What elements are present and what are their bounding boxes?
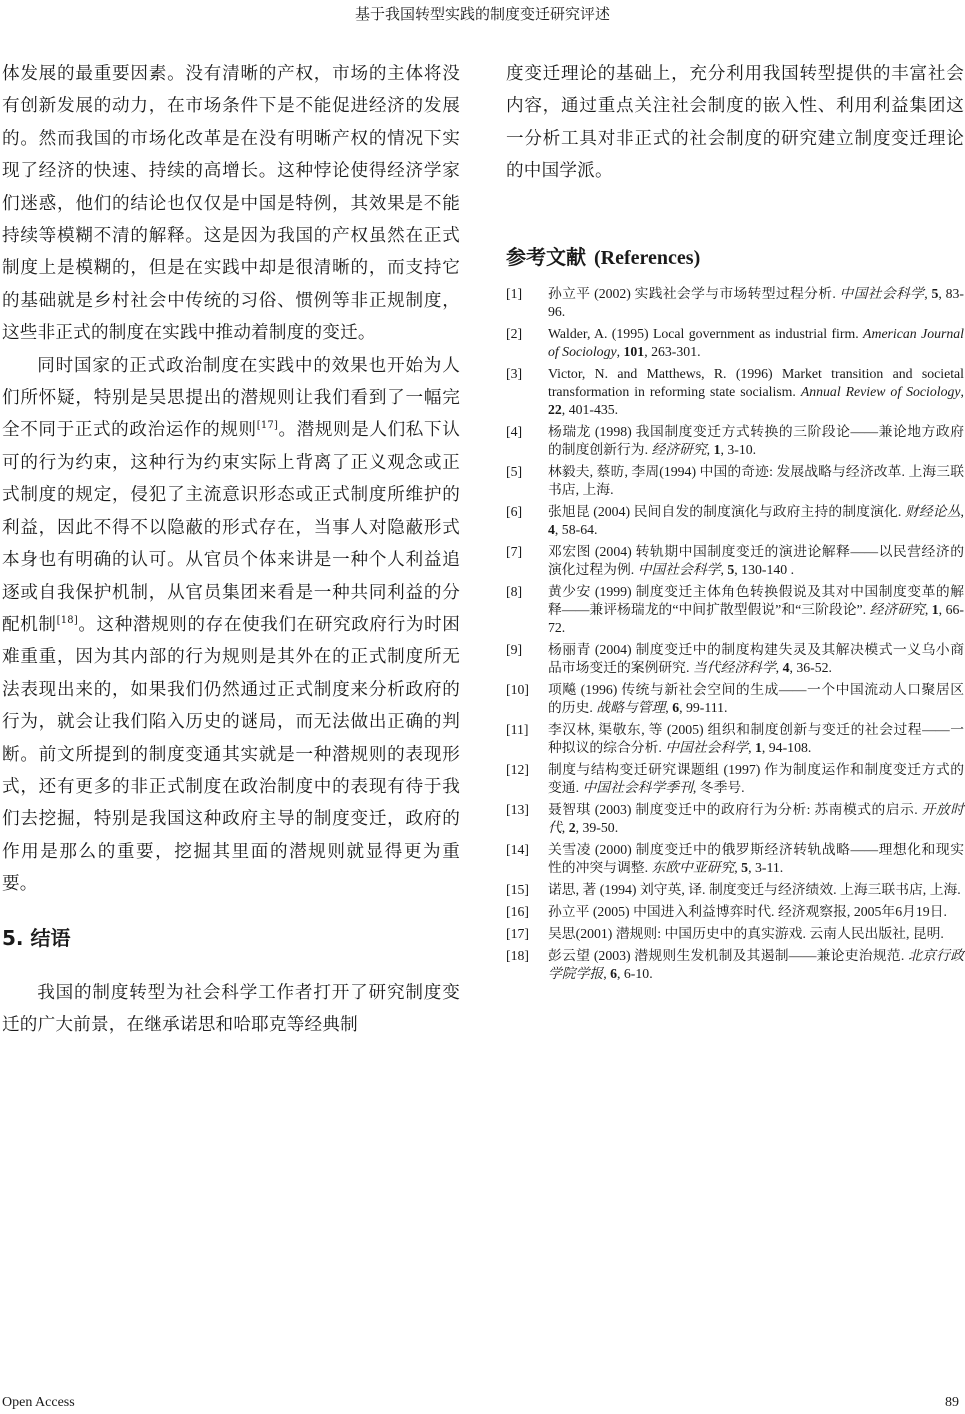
reference-item [506,583,964,637]
footer-open-access: Open Access [2,1395,75,1410]
reference-pages: , 401-435. [561,401,619,417]
reference-item [506,925,964,943]
reference-journal: 中国社会科学 [665,739,749,755]
reference-volume: 5 [741,859,749,875]
reference-main: 孙立平 (2005) 中国进入利益博弈时代. 经济观察报, 2005年6月19日. [548,903,947,919]
reference-pages: , 94-108. [761,739,812,755]
left-paragraph-2 [2,350,460,901]
reference-text: 杨瑞龙 (1998) 我国制度变迁方式转换的三阶段论——兼论地方政府的制度创新行为. 经济研究, 1, 3-10. [548,423,964,457]
reference-text [548,881,964,899]
reference-text: 杨丽青 (2004) 制度变迁中的制度构建失灵及其解决模式一义乌小商品市场变迁的案例研究. 当代经济科学, 4, 36-52. [548,641,964,675]
reference-text: 黄少安 (1999) 制度变迁主体角色转换假说及其对中国制度变革的解释——兼评杨瑞龙的“中间扩散型假说”和“三阶段论”. 经济研究, 1, 66-72. [548,583,964,635]
reference-pages: , 66-72. [548,601,964,635]
citation-link[interactable]: [17] [256,420,279,432]
reference-text: 关雪凌 (2000) 制度变迁中的俄罗斯经济转轨战略——理想化和现实性的冲突与调整. 东欧中亚研究, 5, 3-11. [548,841,964,875]
reference-number: [14] [506,841,529,857]
reference-item [506,463,964,499]
left-paragraph-3: 我国的制度转型为社会科学工作者打开了研究制度变迁的广大前景，在继承诺思和哈耶克等经典制 [2,982,460,1035]
reference-text: Victor, N. and Matthews, R. (1996) Market transition and societal transformation in reforming state socialism. Annual Review of Sociology, 22, 401-435. [548,365,964,417]
left-paragraph-1: 体发展的最重要因素。没有清晰的产权，市场的主体将没有创新发展的动力，在市场条件下是不能促进经济的发展的。然而我国的市场化改革是在没有明晰产权的情况下实现了经济的快速、持续的高增长。这种悖论使得经济学家们迷惑，他们的结论也仅仅是中国是特例，其效果是不能持续等模糊不清的解释。这是因为我国的产权虽然在正式制度上是模糊的，但是在实践中却是很清晰的，而支持它的基础就是乡村社会中传统的习俗、惯例等非正规制度，这些非正式的制度在实践中推动着制度的变迁。 [2,64,460,344]
references-heading [506,244,964,271]
right-column [506,58,964,987]
reference-journal: Annual Review of Sociology [800,383,961,399]
reference-item [506,641,964,677]
reference-pages: , 3-11. [748,859,784,875]
reference-main: 制度与结构变迁研究课题组 (1997) 作为制度运作和制度变迁方式的变通. [548,761,964,795]
reference-number: [11] [506,721,529,737]
reference-number: [17] [506,925,529,941]
reference-text: 孙立平 (2002) 实践社会学与市场转型过程分析. 中国社会科学, 5, 83-96. [548,285,964,319]
reference-volume: 4 [548,521,555,537]
reference-volume: 6 [672,699,680,715]
reference-main: 聂智琪 (2003) 制度变迁中的政府行为分析: 苏南模式的启示. [548,801,922,817]
paragraph-text: 同时国家的正式政治制度在实践中的效果也开始为人们所怀疑，特别是吴思提出的潜规则让我们看到了一幅完全不同于正式的政治运作的规则 [2,355,460,441]
reference-journal: 中国社会科学季刊 [582,779,693,795]
reference-number: [1] [506,285,523,301]
reference-journal: 财经论丛 [904,503,961,519]
reference-volume: 5 [727,561,735,577]
reference-text: 聂智琪 (2003) 制度变迁中的政府行为分析: 苏南模式的启示. 开放时代, 2, 39-50. [548,801,964,835]
reference-text [548,903,964,921]
reference-number: [2] [506,325,523,341]
reference-pages: , 36-52. [789,659,833,675]
reference-volume: 2 [568,819,576,835]
reference-pages: , 6-10. [617,965,653,981]
reference-main: 彭云望 (2003) 潜规则生发机制及其遏制——兼论吏治规范. [548,947,909,963]
reference-text [548,463,964,499]
references-heading-zh: 参考文献 [506,244,586,269]
reference-item [506,841,964,877]
reference-text: 张旭昆 (2004) 民间自发的制度演化与政府主持的制度演化. 财经论丛, 4, 58-64. [548,503,964,537]
page-number: 89 [945,1395,959,1410]
reference-item [506,681,964,717]
reference-number: [6] [506,503,523,519]
reference-main: 诺思, 著 (1994) 刘守英, 译. 制度变迁与经济绩效. 上海三联书店, 上海. [548,881,961,897]
reference-main: 邓宏图 (2004) 转轨期中国制度变迁的演进论解释——以民营经济的演化过程为例. [548,543,964,577]
reference-item [506,761,964,797]
reference-pages: , 冬季号. [692,779,745,795]
reference-number: [10] [506,681,529,697]
reference-number: [16] [506,903,529,919]
reference-number: [12] [506,761,529,777]
reference-item [506,365,964,419]
reference-text: 邓宏图 (2004) 转轨期中国制度变迁的演进论解释——以民营经济的演化过程为例. 中国社会科学, 5, 130-140 . [548,543,964,577]
reference-number: [13] [506,801,529,817]
reference-text [548,761,964,797]
reference-volume: 101 [623,343,645,359]
reference-item [506,503,964,539]
reference-journal: 当代经济科学 [692,659,776,675]
reference-item [506,325,964,361]
reference-list [506,285,964,983]
reference-text: 李汉林, 渠敬东, 等 (2005) 组织和制度创新与变迁的社会过程——一种拟议的综合分析. 中国社会科学, 1, 94-108. [548,721,964,755]
right-paragraph-1: 度变迁理论的基础上，充分利用我国转型提供的丰富社会内容，通过重点关注社会制度的嵌入性、利用利益集团这一分析工具对非正式的社会制度的研究建立制度变迁理论的中国学派。 [506,64,964,182]
reference-item [506,543,964,579]
reference-main: 黄少安 (1999) 制度变迁主体角色转换假说及其对中国制度变革的解释——兼评杨瑞龙的“中间扩散型假说”和“三阶段论”. [548,583,964,617]
reference-text: 项飚 (1996) 传统与新社会空间的生成——一个中国流动人口聚居区的历史. 战略与管理, 6, 99-111. [548,681,964,715]
references-heading-en: (References) [594,246,701,269]
reference-item [506,903,964,921]
section-heading-conclusion: 5. 结语 [2,925,71,950]
reference-number: [18] [506,947,529,963]
reference-number: [8] [506,583,523,599]
reference-journal: 经济研究 [651,441,707,457]
reference-main: 林毅夫, 蔡昉, 李周(1994) 中国的奇迹: 发展战略与经济改革. 上海三联书店, 上海. [548,463,964,497]
reference-main: 李汉林, 渠敬东, 等 (2005) 组织和制度创新与变迁的社会过程——一种拟议的综合分析. [548,721,964,755]
reference-main: 吴思(2001) 潜规则: 中国历史中的真实游戏. 云南人民出版社, 昆明. [548,925,944,941]
running-title: 基于我国转型实践的制度变迁研究评述 [354,5,610,23]
reference-number: [4] [506,423,523,439]
reference-main: Victor, N. and Matthews, R. (1996) Market transition and societal transformation in reforming state socialism. [548,365,964,399]
reference-main: 张旭昆 (2004) 民间自发的制度演化与政府主持的制度演化. [548,503,905,519]
citation-link[interactable]: [18] [56,614,78,626]
paragraph-text: 。这种潜规则的存在使我们在研究政府行为时困难重重，因为其内部的行为规则是其外在的正式制度所无法表现出来的，如果我们仍然通过正式制度来分析政府的行为，就会让我们陷入历史的谜局，而无法做出正确的判断。前文所提到的制度变通其实就是一种潜规则的表现形式，还有更多的非正式制度在政治制度中的表现有待于我们去挖掘，特别是我国这种政府主导的制度变迁，政府的作用是那么的重要，挖掘其里面的潜规则就显得更为重要。 [2,614,461,895]
reference-journal: 中国社会科学 [637,561,721,577]
reference-pages: , 58-64. [554,521,598,537]
reference-volume: 1 [754,739,762,755]
reference-main: 杨丽青 (2004) 制度变迁中的制度构建失灵及其解决模式一义乌小商品市场变迁的案例研究. [548,641,964,675]
reference-item [506,423,964,459]
left-column [2,58,460,1041]
reference-text: 彭云望 (2003) 潜规则生发机制及其遏制——兼论吏治规范. 北京行政学院学报, 6, 6-10. [548,947,964,981]
reference-number: [15] [506,881,529,897]
reference-item [506,947,964,983]
reference-number: [9] [506,641,523,657]
reference-item [506,721,964,757]
reference-number: [3] [506,365,523,381]
reference-journal: 北京行政学院学报 [548,947,964,981]
reference-text [548,925,964,943]
reference-journal: 经济研究 [869,601,925,617]
reference-main: 关雪凌 (2000) 制度变迁中的俄罗斯经济转轨战略——理想化和现实性的冲突与调整. [548,841,964,875]
reference-volume: 4 [782,659,790,675]
reference-journal: American Journal of Sociology [548,325,964,359]
reference-main: 项飚 (1996) 传统与新社会空间的生成——一个中国流动人口聚居区的历史. [548,681,964,715]
reference-number: [5] [506,463,523,479]
reference-volume: 1 [713,441,721,457]
reference-volume: 5 [931,285,939,301]
reference-number: [7] [506,543,523,559]
reference-pages: , 39-50. [575,819,619,835]
reference-main: 孙立平 (2002) 实践社会学与市场转型过程分析. [548,285,840,301]
reference-main: Walder, A. (1995) Local government as industrial firm. [548,325,864,341]
reference-volume: 6 [610,965,617,981]
reference-pages: , 99-111. [679,699,728,715]
reference-pages: , 3-10. [720,441,757,457]
paragraph-text: 。潜规则是人们私下认可的行为约束，这种行为约束实际上背离了正义观念或正式制度的规定，侵犯了主流意识形态或正式制度所维护的利益，因此不得不以隐蔽的形式存在，当事人对隐蔽形式本身也有明确的认可。从官员个体来讲是一种个人利益追逐或自我保护机制，从官员集团来看是一种共同利益的分配机制 [2,420,460,635]
reference-volume: 22 [548,401,562,417]
reference-journal: 战略与管理 [596,699,666,715]
reference-item [506,285,964,321]
reference-pages: , 263-301. [644,343,701,359]
reference-journal: 开放时代 [548,801,964,835]
reference-item [506,881,964,899]
reference-text: Walder, A. (1995) Local government as industrial firm. American Journal of Sociology, 101, 263-301. [548,325,964,359]
reference-item [506,801,964,837]
reference-journal: 中国社会科学 [839,285,925,301]
reference-main: 杨瑞龙 (1998) 我国制度变迁方式转换的三阶段论——兼论地方政府的制度创新行为. [548,423,964,457]
reference-volume: 1 [931,601,939,617]
reference-pages: , 130-140 . [734,561,795,577]
reference-journal: 东欧中亚研究 [651,859,735,875]
reference-pages: , 83-96. [548,285,964,319]
